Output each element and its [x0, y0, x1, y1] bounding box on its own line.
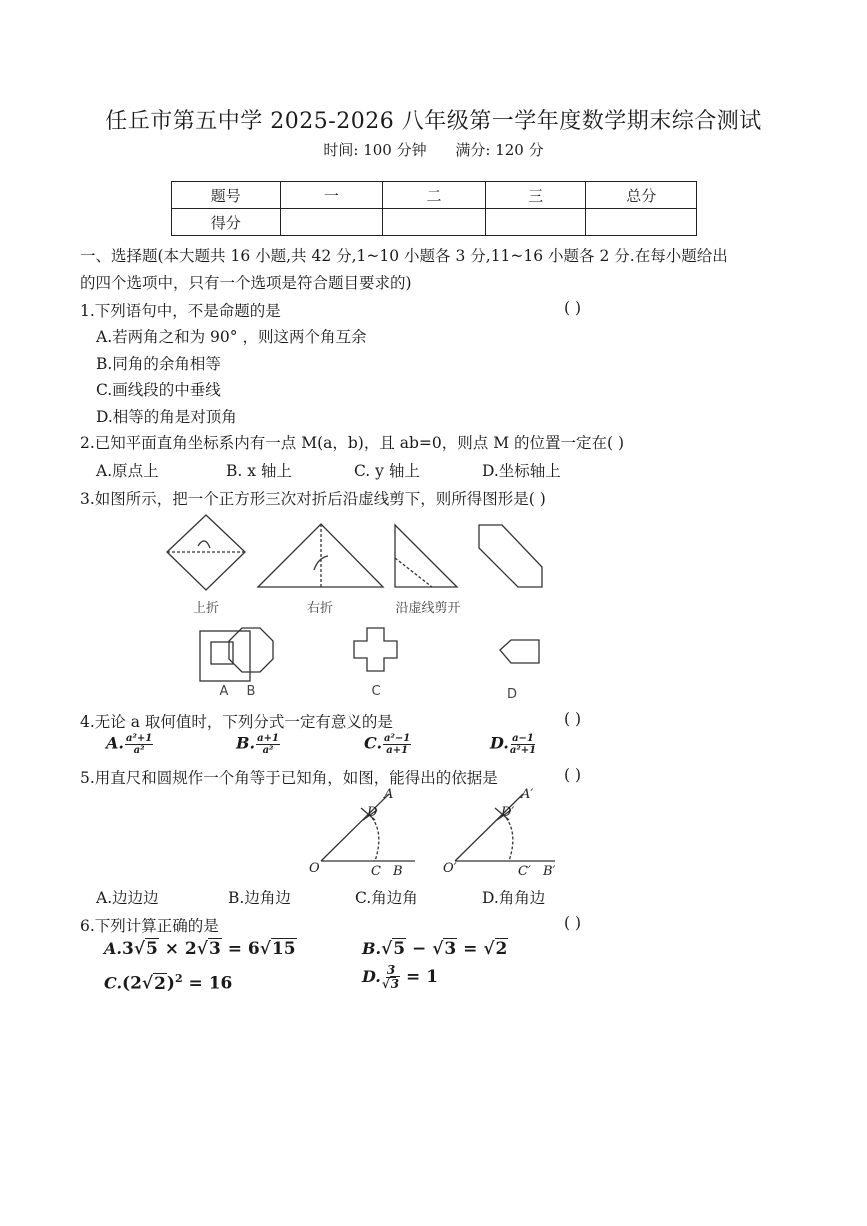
score-input-cell[interactable]	[383, 209, 486, 236]
option-label: C.	[364, 733, 383, 753]
fold-arrow-icon	[198, 541, 210, 548]
question-5-stem: 5.用直尺和圆规作一个角等于已知角，如图，能得出的依据是	[80, 769, 498, 787]
option: D.坐标轴上	[482, 462, 561, 480]
option: A.原点上	[96, 462, 159, 480]
point-label: A	[384, 787, 394, 802]
option: A.边边边	[96, 889, 159, 907]
numerator: a+1	[257, 733, 279, 744]
point-label: C	[371, 864, 381, 879]
fraction: $\frac{3}{√3}$	[381, 963, 400, 991]
option-a-outer-square	[200, 631, 250, 681]
table-cell: 得分	[172, 209, 281, 236]
fraction	[510, 733, 536, 756]
point-label: B	[393, 864, 403, 879]
table-cell: 二	[383, 182, 486, 209]
option: B.√5 − √3 = √2	[362, 939, 508, 959]
option: D.角角边	[482, 889, 546, 907]
arc	[503, 814, 513, 861]
exam-time: 时间: 100 分钟	[323, 141, 427, 159]
fraction	[125, 733, 153, 756]
ray-oa	[321, 794, 389, 861]
fold-step1-label: 上折	[192, 601, 220, 616]
angle-construction-figure	[305, 786, 575, 881]
option: B.同角的余角相等	[96, 355, 221, 373]
denominator: a²	[133, 745, 145, 756]
fraction	[383, 733, 411, 756]
answer-paren: ( )	[564, 766, 582, 784]
score-input-cell[interactable]	[586, 209, 697, 236]
option	[236, 733, 280, 756]
answer-paren: ( )	[564, 710, 582, 728]
option: C.角边角	[355, 889, 418, 907]
question-6-stem: 6.下列计算正确的是	[80, 917, 219, 935]
point-label: D	[367, 805, 378, 820]
page-title: 任丘市第五中学 2025-2026 八年级第一学年度数学期末综合测试	[105, 109, 762, 134]
option: A.若两角之和为 90° ，则这两个角互余	[96, 328, 367, 346]
score-table-score-row	[172, 209, 697, 236]
score-input-cell[interactable]	[485, 209, 586, 236]
point-label: A′	[521, 787, 534, 802]
table-cell: 三	[485, 182, 586, 209]
option: $C.(2√2)^2 = 16$	[104, 972, 233, 994]
option-d-pentagon	[500, 640, 539, 663]
option-label: D.	[490, 733, 509, 753]
option-label: B.	[362, 939, 382, 958]
section-intro: 一、选择题(本大题共 16 小题,共 42 分,1~10 小题各 3 分,11~16 小题各 2 分.在每小题给出	[80, 247, 728, 265]
score-input-cell[interactable]	[280, 209, 383, 236]
option-a-inner-square	[211, 642, 233, 664]
arc	[369, 814, 379, 861]
option	[490, 733, 536, 756]
point-label: O	[309, 861, 320, 876]
option: C.画线段的中垂线	[96, 381, 221, 399]
point-label: O′	[443, 861, 457, 876]
denominator: a²	[262, 745, 274, 756]
fold-step2-label: 右折	[306, 601, 334, 616]
option-label: D.	[362, 967, 381, 986]
option	[364, 733, 411, 756]
fold-arrow-icon	[314, 556, 328, 570]
score-table	[171, 181, 697, 236]
answer-paren: ( )	[564, 914, 582, 932]
option: D.相等的角是对顶角	[96, 408, 237, 426]
denominator: a²+1	[509, 745, 537, 756]
option-label: A	[219, 684, 229, 699]
option-b-octagon	[229, 628, 273, 672]
option-c-cross	[354, 628, 397, 671]
question-1-stem: 1.下列语句中，不是命题的是	[80, 302, 281, 320]
option-label: D	[506, 687, 518, 702]
option-label: C	[371, 684, 381, 699]
option-label: B.	[236, 733, 256, 753]
question-3-stem: 3.如图所示，把一个正方形三次对折后沿虚线剪下，则所得图形是( )	[80, 490, 546, 508]
option-label: B	[246, 684, 256, 699]
section-intro: 的四个选项中，只有一个选项是符合题目要求的)	[80, 274, 412, 292]
numerator: a²−1	[384, 733, 411, 744]
question-4-stem: 4.无论 a 取何值时，下列分式一定有意义的是	[80, 713, 393, 731]
fraction	[256, 733, 280, 756]
fold-step3-shape	[395, 525, 457, 587]
option	[106, 733, 153, 756]
option: B.边角边	[228, 889, 291, 907]
table-cell: 一	[280, 182, 383, 209]
fold-step3-label: 沿虚线剪开	[395, 601, 461, 616]
option: B. x 轴上	[226, 462, 292, 480]
numerator: a²+1	[125, 733, 153, 744]
denominator: a+1	[386, 745, 409, 756]
table-cell: 总分	[586, 182, 697, 209]
cut-result-shape	[479, 525, 542, 587]
exam-info	[0, 139, 867, 160]
option: D. $\frac{3}{√3}$ = 1	[362, 963, 439, 991]
option: C. y 轴上	[354, 462, 420, 480]
option-label: A.	[104, 939, 122, 958]
table-cell: 题号	[172, 182, 281, 209]
point-label: C′	[518, 864, 531, 879]
exam-full-score: 满分: 120 分	[455, 141, 544, 159]
point-label: B′	[543, 864, 556, 879]
option-label: C.	[104, 973, 123, 993]
option: A.3√5 × 2√3 = 6√15	[104, 939, 296, 959]
numerator: a−1	[512, 733, 534, 744]
question-2-stem: 2.已知平面直角坐标系内有一点 M(a，b)，且 ab=0，则点 M 的位置一定在( )	[80, 434, 625, 452]
score-table-header-row	[172, 182, 697, 209]
option-label: A.	[106, 733, 124, 753]
folding-figure	[150, 510, 550, 710]
point-label: D′	[501, 805, 515, 820]
answer-paren: ( )	[564, 299, 582, 317]
cut-line	[395, 558, 432, 587]
